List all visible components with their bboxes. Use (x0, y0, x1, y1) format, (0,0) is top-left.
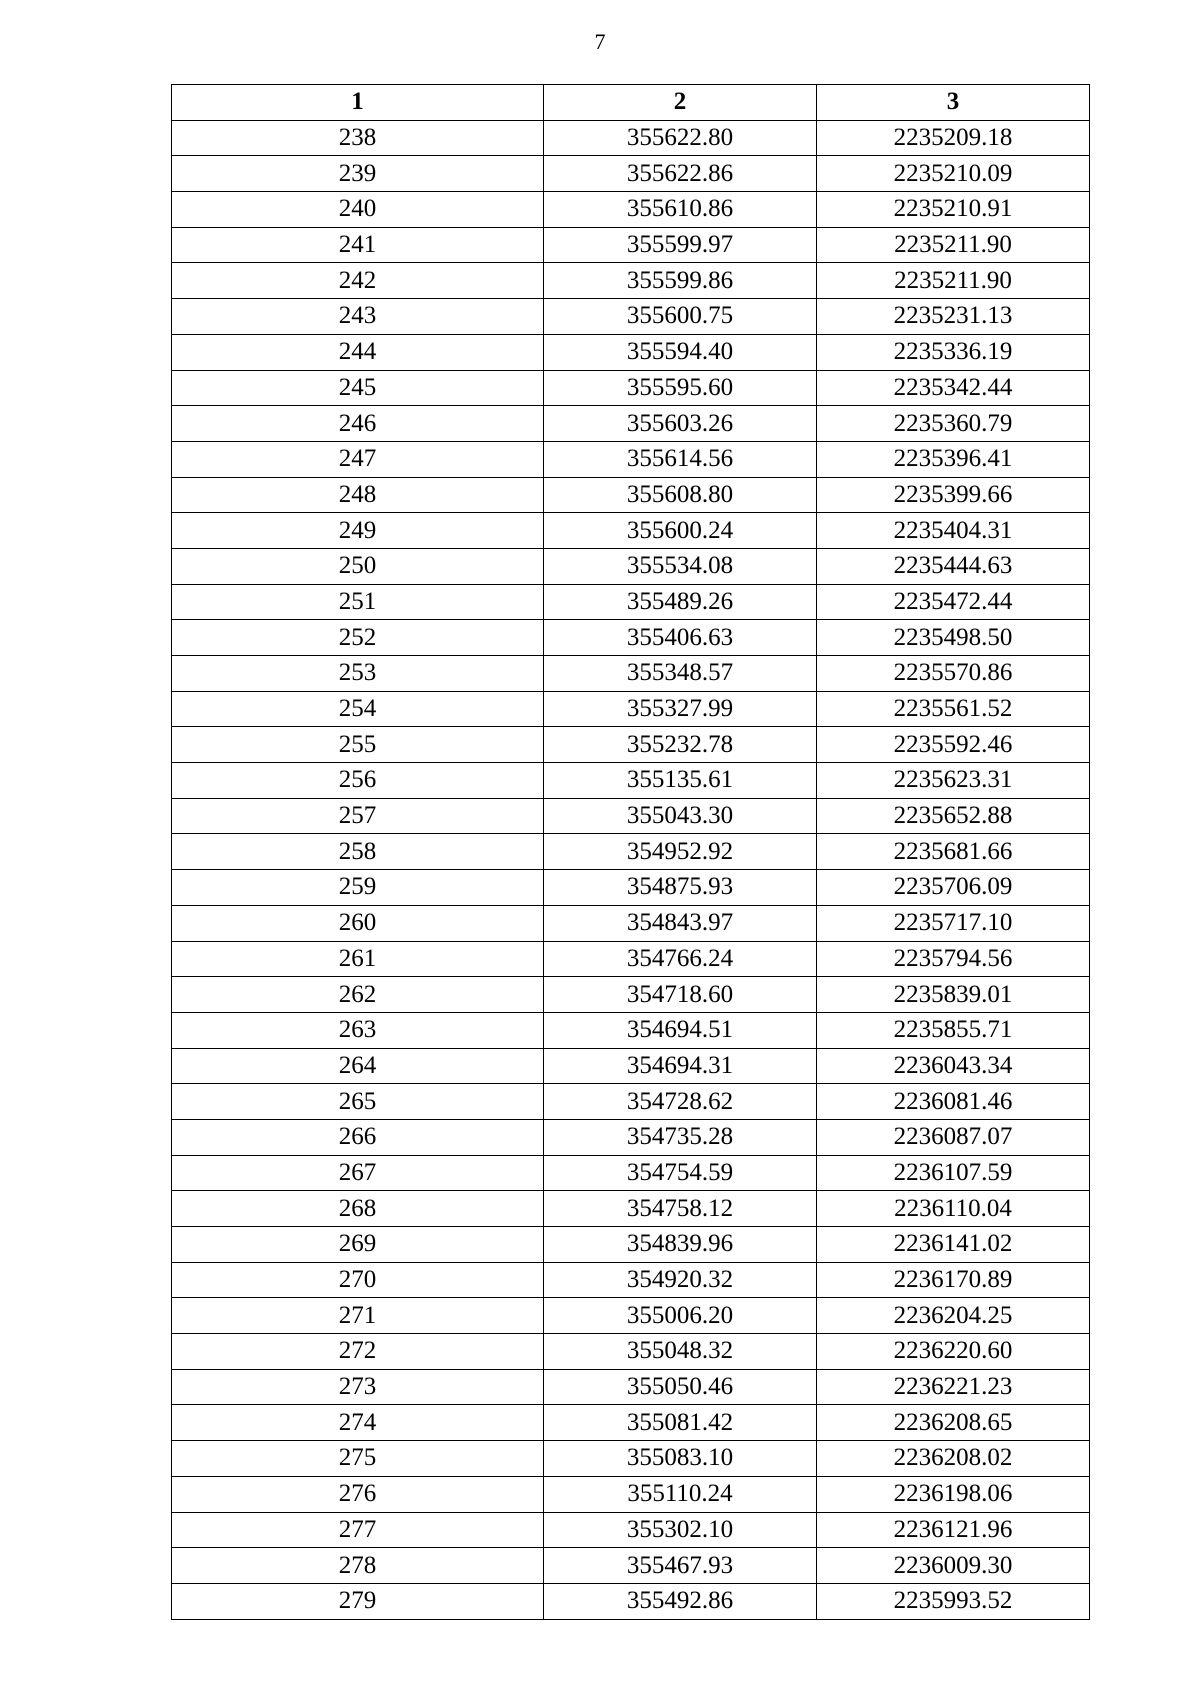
x-coordinate-cell: 354754.59 (544, 1155, 817, 1191)
point-number-cell: 249 (172, 513, 544, 549)
y-coordinate-cell: 2235210.09 (817, 156, 1090, 192)
table-row (172, 870, 1090, 906)
y-coordinate-cell: 2235472.44 (817, 584, 1090, 620)
x-coordinate-cell: 354694.31 (544, 1048, 817, 1084)
point-number-cell: 257 (172, 798, 544, 834)
point-number-cell: 279 (172, 1583, 544, 1619)
point-number-cell: 267 (172, 1155, 544, 1191)
column-header-2: 2 (544, 85, 817, 121)
point-number-cell: 247 (172, 441, 544, 477)
table-row (172, 1334, 1090, 1370)
x-coordinate-cell: 355406.63 (544, 620, 817, 656)
point-number-cell: 265 (172, 1084, 544, 1120)
table-row (172, 977, 1090, 1013)
x-coordinate-cell: 354843.97 (544, 905, 817, 941)
y-coordinate-cell: 2235211.90 (817, 227, 1090, 263)
y-coordinate-cell: 2236220.60 (817, 1334, 1090, 1370)
table-row (172, 441, 1090, 477)
point-number-cell: 255 (172, 727, 544, 763)
table-row (172, 156, 1090, 192)
x-coordinate-cell: 355614.56 (544, 441, 817, 477)
y-coordinate-cell: 2235396.41 (817, 441, 1090, 477)
y-coordinate-cell: 2235444.63 (817, 548, 1090, 584)
column-header-3: 3 (817, 85, 1090, 121)
x-coordinate-cell: 355594.40 (544, 334, 817, 370)
point-number-cell: 250 (172, 548, 544, 584)
y-coordinate-cell: 2235231.13 (817, 299, 1090, 335)
y-coordinate-cell: 2236107.59 (817, 1155, 1090, 1191)
point-number-cell: 256 (172, 763, 544, 799)
point-number-cell: 277 (172, 1512, 544, 1548)
x-coordinate-cell: 354920.32 (544, 1262, 817, 1298)
table-row (172, 620, 1090, 656)
table-row (172, 691, 1090, 727)
x-coordinate-cell: 355603.26 (544, 406, 817, 442)
table-row (172, 1583, 1090, 1619)
y-coordinate-cell: 2235561.52 (817, 691, 1090, 727)
point-number-cell: 240 (172, 192, 544, 228)
x-coordinate-cell: 355081.42 (544, 1405, 817, 1441)
x-coordinate-cell: 355599.97 (544, 227, 817, 263)
point-number-cell: 268 (172, 1191, 544, 1227)
x-coordinate-cell: 355043.30 (544, 798, 817, 834)
y-coordinate-cell: 2235717.10 (817, 905, 1090, 941)
x-coordinate-cell: 355135.61 (544, 763, 817, 799)
table-row (172, 477, 1090, 513)
point-number-cell: 254 (172, 691, 544, 727)
point-number-cell: 252 (172, 620, 544, 656)
y-coordinate-cell: 2235855.71 (817, 1012, 1090, 1048)
y-coordinate-cell: 2236087.07 (817, 1119, 1090, 1155)
x-coordinate-cell: 355467.93 (544, 1548, 817, 1584)
y-coordinate-cell: 2236198.06 (817, 1476, 1090, 1512)
table-row (172, 548, 1090, 584)
column-header-1: 1 (172, 85, 544, 121)
point-number-cell: 253 (172, 656, 544, 692)
y-coordinate-cell: 2236043.34 (817, 1048, 1090, 1084)
table-row (172, 1048, 1090, 1084)
x-coordinate-cell: 354758.12 (544, 1191, 817, 1227)
table-row (172, 727, 1090, 763)
table-row (172, 798, 1090, 834)
point-number-cell: 244 (172, 334, 544, 370)
point-number-cell: 274 (172, 1405, 544, 1441)
point-number-cell: 248 (172, 477, 544, 513)
point-number-cell: 239 (172, 156, 544, 192)
table-row (172, 941, 1090, 977)
x-coordinate-cell: 355327.99 (544, 691, 817, 727)
y-coordinate-cell: 2235399.66 (817, 477, 1090, 513)
header-row (172, 85, 1090, 121)
table-row (172, 334, 1090, 370)
y-coordinate-cell: 2235652.88 (817, 798, 1090, 834)
x-coordinate-cell: 354875.93 (544, 870, 817, 906)
x-coordinate-cell: 355600.24 (544, 513, 817, 549)
x-coordinate-cell: 355600.75 (544, 299, 817, 335)
y-coordinate-cell: 2235623.31 (817, 763, 1090, 799)
table-row (172, 584, 1090, 620)
table-row (172, 406, 1090, 442)
x-coordinate-cell: 354735.28 (544, 1119, 817, 1155)
x-coordinate-cell: 355608.80 (544, 477, 817, 513)
y-coordinate-cell: 2235209.18 (817, 120, 1090, 156)
table-row (172, 192, 1090, 228)
x-coordinate-cell: 355006.20 (544, 1298, 817, 1334)
y-coordinate-cell: 2236204.25 (817, 1298, 1090, 1334)
x-coordinate-cell: 354694.51 (544, 1012, 817, 1048)
y-coordinate-cell: 2236121.96 (817, 1512, 1090, 1548)
x-coordinate-cell: 354952.92 (544, 834, 817, 870)
y-coordinate-cell: 2235342.44 (817, 370, 1090, 406)
point-number-cell: 245 (172, 370, 544, 406)
y-coordinate-cell: 2235570.86 (817, 656, 1090, 692)
table-row (172, 1476, 1090, 1512)
point-number-cell: 258 (172, 834, 544, 870)
table-row (172, 370, 1090, 406)
table-row (172, 1369, 1090, 1405)
table-row (172, 1119, 1090, 1155)
point-number-cell: 260 (172, 905, 544, 941)
table-row (172, 299, 1090, 335)
x-coordinate-cell: 355302.10 (544, 1512, 817, 1548)
table-row (172, 513, 1090, 549)
table-row (172, 227, 1090, 263)
table-row (172, 834, 1090, 870)
y-coordinate-cell: 2236208.02 (817, 1441, 1090, 1477)
y-coordinate-cell: 2235210.91 (817, 192, 1090, 228)
x-coordinate-cell: 355492.86 (544, 1583, 817, 1619)
point-number-cell: 243 (172, 299, 544, 335)
x-coordinate-cell: 355622.80 (544, 120, 817, 156)
table-row (172, 1441, 1090, 1477)
table-row (172, 1512, 1090, 1548)
point-number-cell: 261 (172, 941, 544, 977)
table-row (172, 1262, 1090, 1298)
table-row (172, 1298, 1090, 1334)
point-number-cell: 238 (172, 120, 544, 156)
x-coordinate-cell: 355534.08 (544, 548, 817, 584)
table-row (172, 120, 1090, 156)
y-coordinate-cell: 2235993.52 (817, 1583, 1090, 1619)
y-coordinate-cell: 2235681.66 (817, 834, 1090, 870)
x-coordinate-cell: 355048.32 (544, 1334, 817, 1370)
table-row (172, 1405, 1090, 1441)
point-number-cell: 271 (172, 1298, 544, 1334)
x-coordinate-cell: 355110.24 (544, 1476, 817, 1512)
y-coordinate-cell: 2235336.19 (817, 334, 1090, 370)
table-row (172, 763, 1090, 799)
x-coordinate-cell: 354718.60 (544, 977, 817, 1013)
y-coordinate-cell: 2235211.90 (817, 263, 1090, 299)
x-coordinate-cell: 355622.86 (544, 156, 817, 192)
point-number-cell: 242 (172, 263, 544, 299)
x-coordinate-cell: 355489.26 (544, 584, 817, 620)
point-number-cell: 246 (172, 406, 544, 442)
y-coordinate-cell: 2236110.04 (817, 1191, 1090, 1227)
coordinates-table (171, 84, 1090, 1620)
table-row (172, 905, 1090, 941)
page-number: 7 (594, 29, 606, 54)
table-row (172, 263, 1090, 299)
point-number-cell: 273 (172, 1369, 544, 1405)
y-coordinate-cell: 2236009.30 (817, 1548, 1090, 1584)
point-number-cell: 263 (172, 1012, 544, 1048)
x-coordinate-cell: 354766.24 (544, 941, 817, 977)
y-coordinate-cell: 2236208.65 (817, 1405, 1090, 1441)
y-coordinate-cell: 2235498.50 (817, 620, 1090, 656)
point-number-cell: 272 (172, 1334, 544, 1370)
point-number-cell: 241 (172, 227, 544, 263)
point-number-cell: 276 (172, 1476, 544, 1512)
x-coordinate-cell: 355595.60 (544, 370, 817, 406)
table-row (172, 656, 1090, 692)
point-number-cell: 259 (172, 870, 544, 906)
x-coordinate-cell: 355610.86 (544, 192, 817, 228)
point-number-cell: 275 (172, 1441, 544, 1477)
y-coordinate-cell: 2236141.02 (817, 1227, 1090, 1263)
y-coordinate-cell: 2235706.09 (817, 870, 1090, 906)
y-coordinate-cell: 2236081.46 (817, 1084, 1090, 1120)
point-number-cell: 269 (172, 1227, 544, 1263)
table-body (172, 120, 1090, 1619)
table-row (172, 1012, 1090, 1048)
point-number-cell: 270 (172, 1262, 544, 1298)
table-row (172, 1227, 1090, 1263)
point-number-cell: 251 (172, 584, 544, 620)
table-header (172, 85, 1090, 121)
x-coordinate-cell: 355599.86 (544, 263, 817, 299)
x-coordinate-cell: 355232.78 (544, 727, 817, 763)
x-coordinate-cell: 354728.62 (544, 1084, 817, 1120)
y-coordinate-cell: 2235839.01 (817, 977, 1090, 1013)
x-coordinate-cell: 355348.57 (544, 656, 817, 692)
table-row (172, 1191, 1090, 1227)
point-number-cell: 262 (172, 977, 544, 1013)
point-number-cell: 266 (172, 1119, 544, 1155)
x-coordinate-cell: 355050.46 (544, 1369, 817, 1405)
point-number-cell: 278 (172, 1548, 544, 1584)
y-coordinate-cell: 2235794.56 (817, 941, 1090, 977)
y-coordinate-cell: 2236221.23 (817, 1369, 1090, 1405)
table-row (172, 1548, 1090, 1584)
y-coordinate-cell: 2236170.89 (817, 1262, 1090, 1298)
y-coordinate-cell: 2235404.31 (817, 513, 1090, 549)
y-coordinate-cell: 2235360.79 (817, 406, 1090, 442)
y-coordinate-cell: 2235592.46 (817, 727, 1090, 763)
table-row (172, 1084, 1090, 1120)
x-coordinate-cell: 355083.10 (544, 1441, 817, 1477)
x-coordinate-cell: 354839.96 (544, 1227, 817, 1263)
table-row (172, 1155, 1090, 1191)
point-number-cell: 264 (172, 1048, 544, 1084)
